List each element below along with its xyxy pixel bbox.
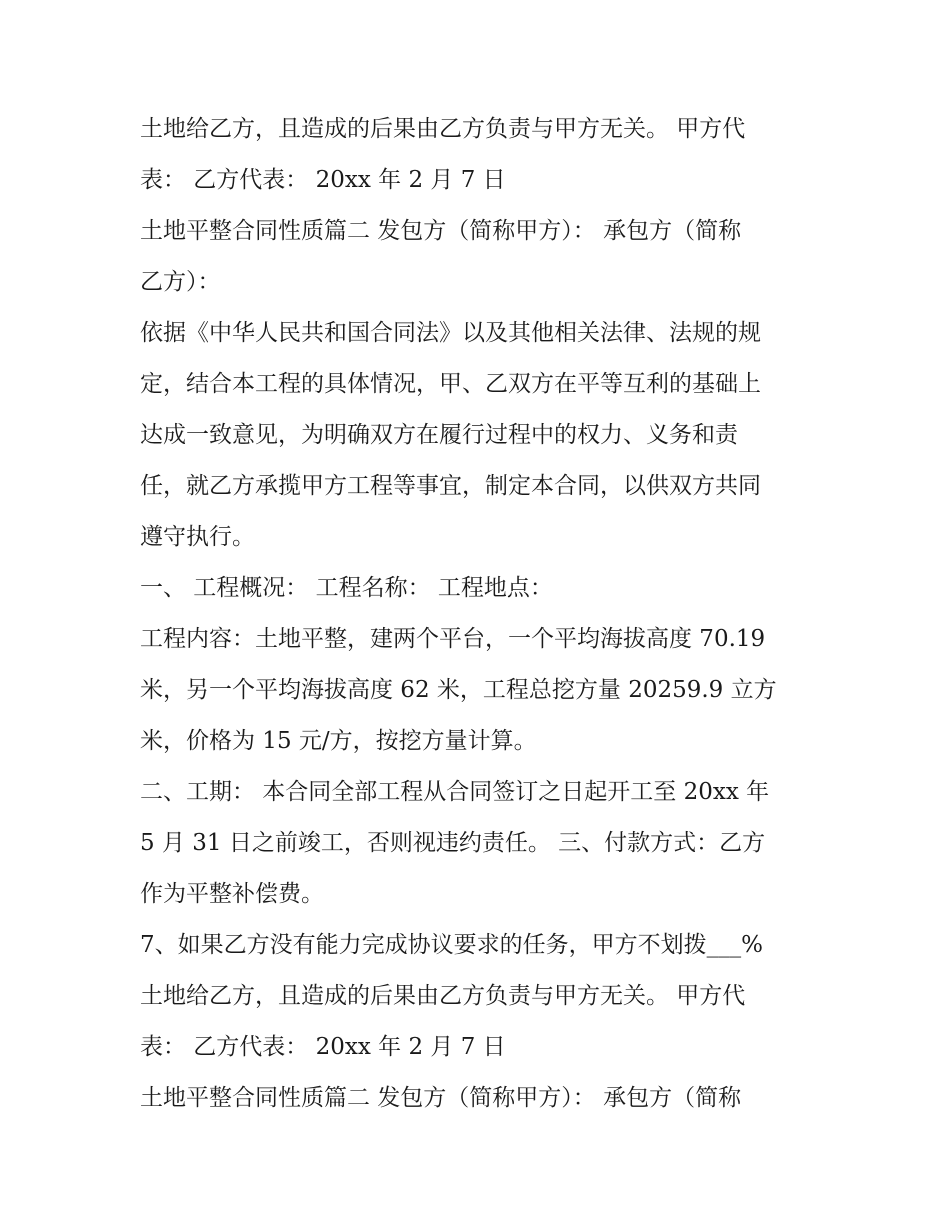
document-page [140,104,820,1124]
text-line-2: 表： 乙方代表： 20xx 年 2 月 7 日 [140,167,506,193]
text-line-15: 5 月 31 日之前竣工，否则视违约责任。 三、付款方式：乙方 [140,830,766,856]
text-line-12: 米，另一个平均海拔高度 62 米，工程总挖方量 20259.9 立方 [140,677,777,703]
text-line-16: 作为平整补偿费。 [140,881,324,907]
text-line-8: 任，就乙方承揽甲方工程等事宜，制定本合同，以供双方共同 [140,473,761,499]
text-line-9: 遵守执行。 [140,524,255,550]
text-line-5: 依据《中华人民共和国合同法》以及其他相关法律、法规的规 [140,320,761,346]
text-line-20: 土地平整合同性质篇二 发包方（简称甲方）： 承包方（简称 [140,1085,742,1111]
text-line-18: 土地给乙方，且造成的后果由乙方负责与甲方无关。 甲方代 [140,983,746,1009]
text-line-13: 米，价格为 15 元/方，按挖方量计算。 [140,728,537,754]
text-line-11: 工程内容：土地平整，建两个平台，一个平均海拔高度 70.19 [140,626,766,652]
text-line-17: 7、如果乙方没有能力完成协议要求的任务，甲方不划拨___% [140,932,763,958]
text-line-14: 二、工期： 本合同全部工程从合同签订之日起开工至 20xx 年 [140,779,770,805]
text-line-1: 土地给乙方，且造成的后果由乙方负责与甲方无关。 甲方代 [140,116,746,142]
text-line-6: 定，结合本工程的具体情况，甲、乙双方在平等互利的基础上 [140,371,761,397]
text-line-19: 表： 乙方代表： 20xx 年 2 月 7 日 [140,1034,506,1060]
text-line-7: 达成一致意见，为明确双方在履行过程中的权力、义务和责 [140,422,738,448]
text-line-10: 一、 工程概况： 工程名称： 工程地点： [140,575,553,601]
text-line-3: 土地平整合同性质篇二 发包方（简称甲方）： 承包方（简称 [140,218,742,244]
text-line-4: 乙方）： [140,269,221,295]
